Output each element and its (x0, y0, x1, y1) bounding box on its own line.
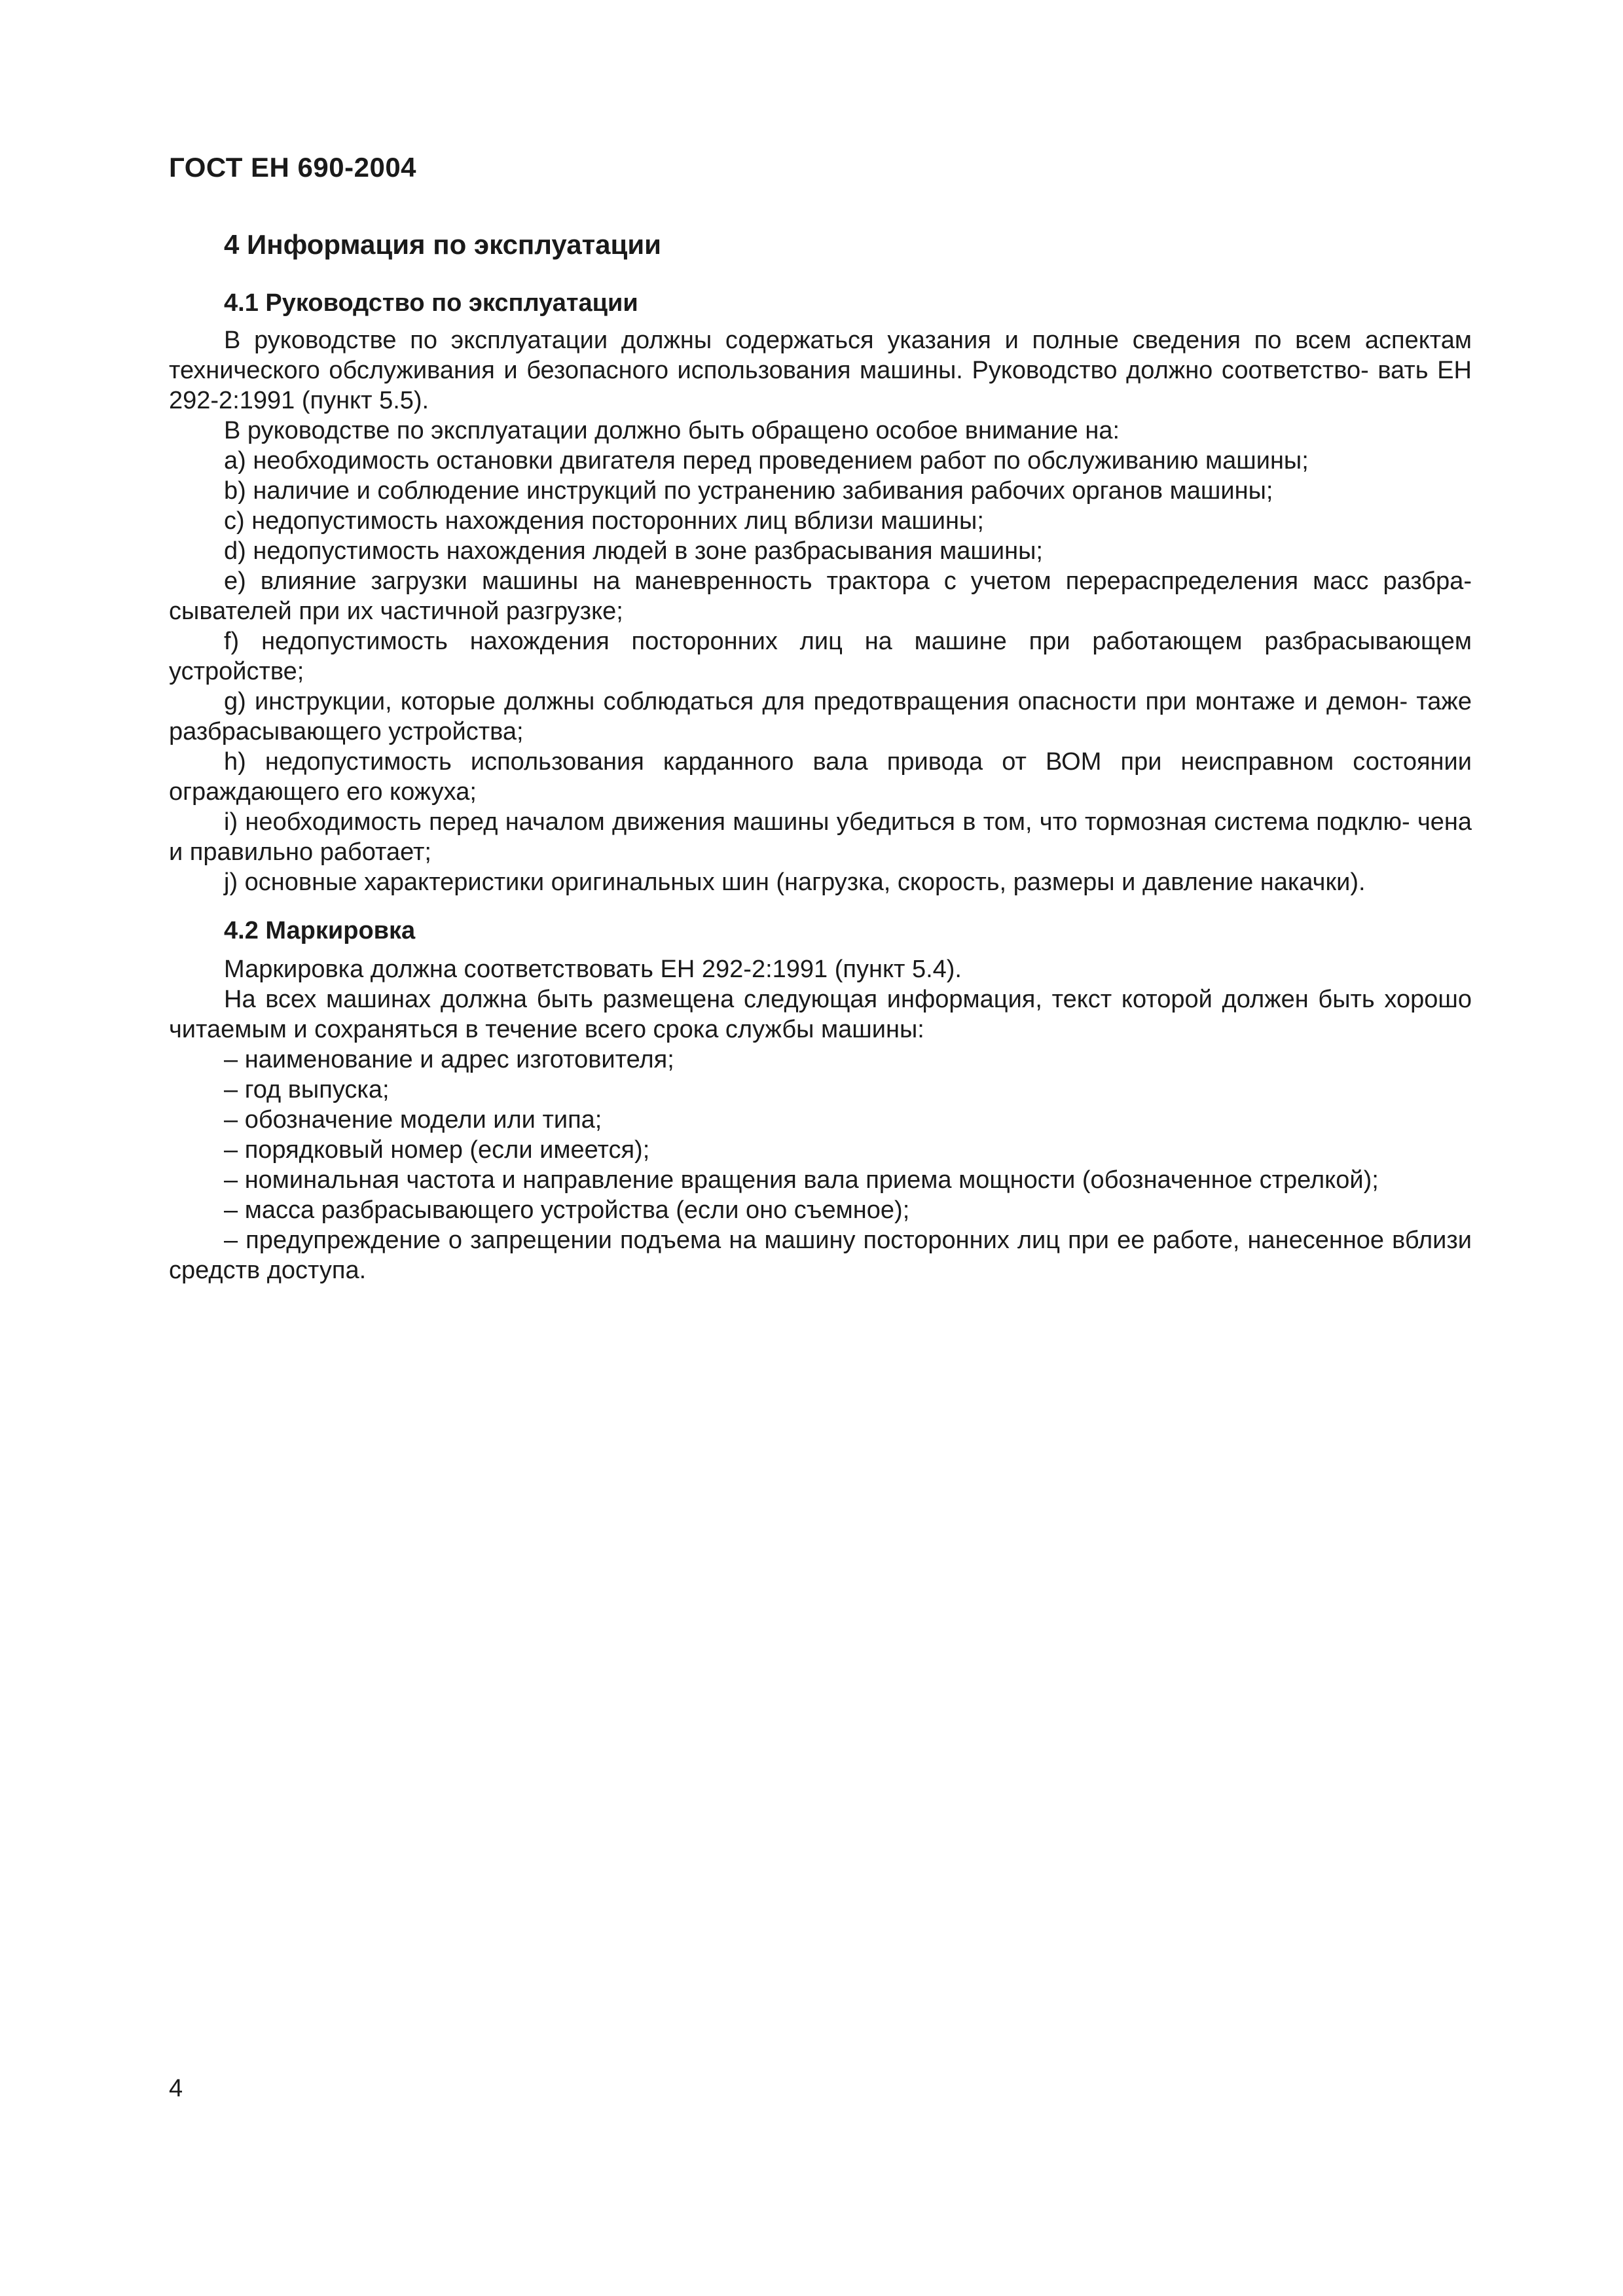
paragraph: На всех машинах должна быть размещена следующая информация, текст которой должен быть хорошо читаемым и сохраняться в течение всего срока службы машины: (169, 986, 1472, 1043)
list-item: – предупреждение о запрещении подъема на машину посторонних лиц при ее работе, нанесенное вблизи средств доступа. (169, 1227, 1472, 1284)
list-item: h) недопустимость использования карданного вала привода от ВОМ при неисправном состоянии ограждающего его кожуха; (169, 748, 1472, 806)
subsection-operating-manual (169, 289, 1472, 897)
document-code-header: ГОСТ ЕН 690-2004 (169, 152, 417, 183)
list-item: – порядковый номер (если имеется); (224, 1136, 650, 1164)
list-item: – масса разбрасывающего устройства (если оно съемное); (224, 1196, 910, 1224)
list-item: d) недопустимость нахождения людей в зоне разбрасывания машины; (224, 537, 1043, 565)
section-title: 4 Информация по эксплуатации (224, 229, 661, 260)
paragraph: В руководстве по эксплуатации должно быть обращено особое внимание на: (224, 417, 1120, 444)
subsection-title: 4.2 Маркировка (224, 917, 416, 944)
paragraph: Маркировка должна соответствовать ЕН 292-2:1991 (пункт 5.4). (224, 956, 962, 983)
paragraph: В руководстве по эксплуатации должны содержаться указания и полные сведения по всем аспектам технического обслуживания и безопасного использования машины. Руководство должно соответство- вать ЕН 292-2:1991 (пункт 5.5). (169, 327, 1472, 414)
list-item: g) инструкции, которые должны соблюдаться для предотвращения опасности при монтаже и демон- таже разбрасывающего устройства; (169, 688, 1472, 745)
list-item: – наименование и адрес изготовителя; (224, 1046, 674, 1073)
document-body (169, 229, 1472, 1285)
list-item: e) влияние загрузки машины на маневренность трактора с учетом перераспределения масс разбра- сывателей при их частичной разгрузке; (169, 567, 1472, 625)
list-item: – год выпуска; (224, 1076, 390, 1103)
subsection-marking (169, 917, 1472, 1285)
list-item: b) наличие и соблюдение инструкций по устранению забивания рабочих органов машины; (224, 477, 1273, 505)
list-item: – номинальная частота и направление вращения вала приема мощности (обозначенное стрелкой); (224, 1166, 1379, 1194)
list-item: a) необходимость остановки двигателя перед проведением работ по обслуживанию машины; (224, 447, 1309, 475)
page-number: 4 (169, 2075, 183, 2102)
subsection-title: 4.1 Руководство по эксплуатации (224, 289, 638, 317)
list-item: f) недопустимость нахождения посторонних лиц на машине при работающем разбрасывающем устройстве; (169, 628, 1472, 685)
list-item: i) необходимость перед началом движения машины убедиться в том, что тормозная система подклю- чена и правильно работает; (169, 808, 1472, 866)
list-item: j) основные характеристики оригинальных шин (нагрузка, скорость, размеры и давление накачки). (224, 869, 1366, 896)
list-item: c) недопустимость нахождения посторонних лиц вблизи машины; (224, 507, 984, 535)
list-item: – обозначение модели или типа; (224, 1106, 602, 1134)
